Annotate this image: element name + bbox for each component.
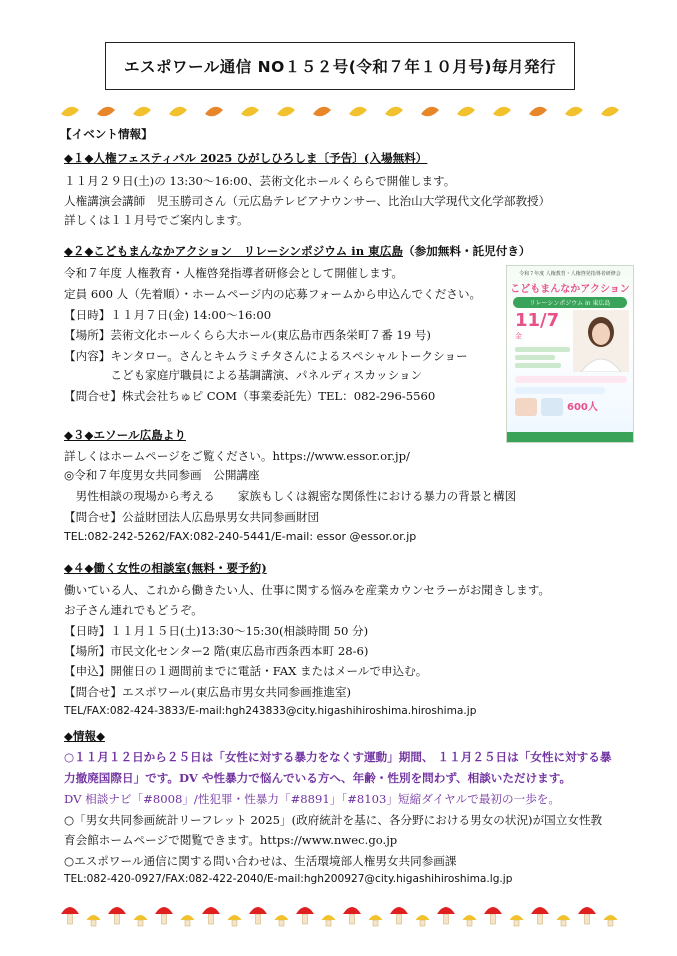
mushroom-icon [275, 915, 289, 926]
event-2-line: 定員 600 人（先着順）・ホームページ内の応募フォームから申込んでください。 [64, 287, 482, 301]
event-3-line: 詳しくはホームページをご覧ください。https://www.essor.or.jp/ [64, 449, 410, 463]
leaf-icon [457, 107, 475, 116]
event-3-line: 男性相談の現場から考える 家族もしくは親密な関係性における暴力の背景と構図 [64, 489, 517, 503]
leaf-icon [385, 107, 403, 116]
mushroom-icon [134, 915, 148, 926]
mushroom-icon [202, 907, 220, 924]
poster-title: こどもまんなかアクション [510, 284, 630, 295]
mushroom-icon [228, 915, 242, 926]
mushroom-icon [416, 915, 430, 926]
mushroom-icon [578, 907, 596, 924]
section-label: 【イベント情報】 [60, 127, 153, 141]
event-1-heading: ◆１◆人権フェスティバル 2025 ひがしひろしま〔予告〕(入場無料） [64, 151, 428, 165]
leaf-icon [493, 107, 511, 116]
event-2-line: 【内容】キンタロー。さんとキムラミチタさんによるスペシャルトークショー [64, 349, 468, 363]
event-1-line: 人権講演会講師 児玉勝司さん（元広島テレビアナウンサー、比治山大学現代文化学部教授） [64, 194, 551, 208]
mushroom-icon [390, 907, 408, 924]
leaf-icon [61, 107, 79, 116]
event-4-heading: ◆４◆働く女性の相談室(無料・要予約) [64, 561, 267, 575]
event-2-line: 【問合せ】株式会社ちゅピ COM（事業委託先）TEL：082-296-5560 [64, 389, 436, 403]
poster-capacity: 600人 [567, 402, 598, 413]
event-4-line: 【問合せ】エスポワール(東広島市男女共同参画推進室) [64, 685, 352, 699]
mushroom-icon [463, 915, 477, 926]
mushroom-icon [437, 907, 455, 924]
event-1-line: １１月２９日(土)の 13:30～16:00、芸術文化ホールくららで開催します。 [64, 174, 456, 188]
mushroom-icon [322, 915, 336, 926]
leaf-icon [313, 107, 331, 116]
leaf-icon [349, 107, 367, 116]
info-purple-line: 力撤廃国際日」です。DV や性暴力で悩んでいる方へ、年齢・性別を問わず、相談いただけます。 [64, 771, 572, 785]
poster-day: 金 [515, 332, 522, 340]
leaf-icon [169, 107, 187, 116]
event-4-line: 【申込】開催日の１週間前までに電話・FAX またはメールで申込む。 [64, 664, 428, 678]
event-2-heading: ◆２◆こどもまんなかアクション リレーシンポジウム in 東広島 [64, 244, 403, 258]
event-4-line: TEL/FAX:082-424-3833/E-mail:hgh243833@city.higashihiroshima.hiroshima.jp [64, 705, 477, 717]
leaf-icon [601, 107, 619, 116]
leaf-icon [277, 107, 295, 116]
info-purple-line: ○１１月１２日から２５日は「女性に対する暴力をなくす運動」期間、 １１月２５日は「女性に対する暴 [64, 750, 612, 764]
mushroom-icon [343, 907, 361, 924]
info-line: TEL:082-420-0927/FAX:082-422-2040/E-mail:hgh200927@city.higashihiroshima.lg.jp [64, 873, 513, 885]
info-purple-line: DV 相談ナビ「#8008」/性犯罪・性暴力「#8891」「#8103」短縮ダイヤルで最初の一歩を。 [64, 792, 560, 806]
event-4-line: 働いている人、これから働きたい人、仕事に関する悩みを産業カウンセラーがお聞きします。 [64, 583, 551, 597]
mushroom-icon [155, 907, 173, 924]
mushroom-icon [249, 907, 267, 924]
event-1-line: 詳しくは１１月号でご案内します。 [64, 213, 249, 227]
info-heading: ◆情報◆ [64, 729, 106, 743]
mushroom-icon [87, 915, 101, 926]
event-2-line: 【日時】１１月７日(金) 14:00～16:00 [64, 308, 272, 322]
event-3-heading: ◆３◆エソール広島より [64, 428, 186, 442]
mushroom-icon [484, 907, 502, 924]
event-poster-image [506, 265, 634, 443]
mushroom-icon [531, 907, 549, 924]
info-line: ○「男女共同参画統計リーフレット 2025」(政府統計を基に、各分野における男女の状況)が国立女性教 [64, 813, 603, 827]
leaf-decoration-row [58, 100, 628, 122]
event-4-line: お子さん連れでもどうぞ。 [64, 603, 203, 617]
event-2-heading-row [64, 243, 531, 259]
event-3-line: ◎令和７年度男女共同参画 公開講座 [64, 468, 260, 482]
poster-speaker-photo [573, 310, 629, 372]
leaf-icon [529, 107, 547, 116]
event-4-line: 【場所】市民文化センター2 階(東広島市西条西本町 28-6) [64, 644, 369, 658]
mushroom-icon [108, 907, 126, 924]
event-3-line: TEL:082-242-5262/FAX:082-240-5441/E-mail: essor @essor.or.jp [64, 530, 417, 543]
event-4-line: 【日時】１１月１５日(土)13:30～15:30(相談時間 50 分) [64, 624, 369, 638]
info-line: 育会館ホームページで閲覧できます。https://www.nwec.go.jp [64, 833, 398, 847]
leaf-icon [205, 107, 223, 116]
mushroom-icon [181, 915, 195, 926]
leaf-icon [133, 107, 151, 116]
leaf-icon [421, 107, 439, 116]
leaf-icon [97, 107, 115, 116]
poster-top-text: 令和７年度 人権教育・人権啓発指導者研修会 [519, 271, 621, 277]
event-3-line: 【問合せ】公益財団法人広島県男女共同参画財団 [64, 510, 320, 524]
mushroom-icon [369, 915, 383, 926]
mushroom-icon [61, 907, 79, 924]
mushroom-icon [557, 915, 571, 926]
event-2-line: こども家庭庁職員による基調講演、パネルディスカッション [64, 368, 423, 382]
mushroom-icon [510, 915, 524, 926]
mushroom-icon [296, 907, 314, 924]
mushroom-decoration-row [60, 900, 630, 930]
info-line: ○エスポワール通信に関する問い合わせは、生活環境部人権男女共同参画課 [64, 854, 457, 868]
poster-subtitle: リレーシンポジウム in 東広島 [513, 297, 627, 308]
event-2-line: 【場所】芸術文化ホールくらら大ホール(東広島市西条栄町７番 19 号) [64, 328, 431, 342]
mushroom-icon [604, 915, 618, 926]
event-2-heading-suffix: （参加無料・託児付き） [402, 244, 531, 258]
leaf-icon [565, 107, 583, 116]
poster-date: 11/7 [515, 310, 560, 331]
leaf-icon [241, 107, 259, 116]
event-2-line: 令和７年度 人権教育・人権啓発指導者研修会として開催します。 [64, 266, 403, 280]
newsletter-title: エスポワール通信 NO１５２号(令和７年１０月号)毎月発行 [105, 42, 575, 90]
